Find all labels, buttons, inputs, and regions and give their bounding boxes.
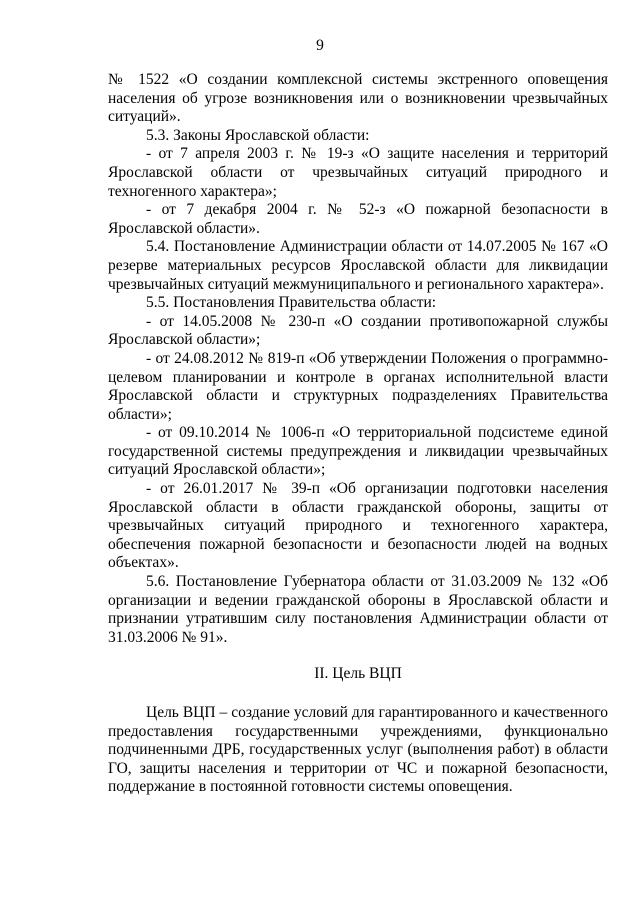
- list-item-resolution-1006-p: - от 09.10.2014 № 1006-п «О территориальной подсистеме единой государственной системы предупреждения и ликвидации чрезвычайных ситуаций Ярославской области»;: [108, 424, 608, 479]
- list-item-law-52-z: - от 7 декабря 2004 г. № 52-з «О пожарной безопасности в Ярославской области».: [108, 201, 608, 237]
- list-item-law-19-z: - от 7 апреля 2003 г. № 19-з «О защите населения и территорий Ярославской области от чрезвычайных ситуаций природного и техногенного характера»;: [108, 145, 608, 200]
- paragraph-5-4: 5.4. Постановление Администрации области от 14.07.2005 № 167 «О резерве материальных ресурсов Ярославской области для ликвидации чрезвычайных ситуаций межмуниципального и регионального характера».: [108, 238, 608, 293]
- list-item-resolution-819-p: - от 24.08.2012 № 819-п «Об утверждении Положения о программно-целевом планировании и контроле в органах исполнительной власти Ярославской области и структурных подразделениях Правительства области»;: [108, 349, 608, 423]
- section-heading: II. Цель ВЦП: [314, 665, 402, 683]
- document-body: [108, 71, 608, 797]
- list-item-resolution-230-p: - от 14.05.2008 № 230-п «О создании противопожарной службы Ярославской области»;: [108, 312, 608, 349]
- paragraph-5-6: 5.6. Постановление Губернатора области от 31.03.2009 № 132 «Об организации и ведении гражданской обороны в Ярославской области и признании утратившим силу постановления Администрации области от 31.03.2006 № 91».: [108, 573, 608, 646]
- spacer: [108, 684, 608, 704]
- page-number: 9: [316, 37, 324, 54]
- paragraph-5-3: 5.3. Законы Ярославской области:: [146, 126, 370, 144]
- section-2-body: Цель ВЦП – создание условий для гарантированного и качественного предоставления государственными учреждениями, функционально подчиненными ДРБ, государственных услуг (выполнения работ) в области ГО, защиты населения и территории от ЧС и пожарной безопасности, поддержание в постоянной готовности системы оповещения.: [108, 704, 608, 796]
- paragraph-5-5: 5.5. Постановления Правительства области:: [146, 294, 437, 312]
- spacer: [108, 647, 608, 665]
- list-item-resolution-39-p: - от 26.01.2017 № 39-п «Об организации подготовки населения Ярославской области в области гражданской обороны, защиты от чрезвычайных ситуаций природного и техногенного характера, обеспечения пожарной безопасности и безопасности людей на водных объектах».: [108, 480, 608, 572]
- paragraph-5-2-continuation: № 1522 «О создании комплексной системы экстренного оповещения населения об угрозе возникновения или о возникновении чрезвычайных ситуаций».: [108, 71, 608, 126]
